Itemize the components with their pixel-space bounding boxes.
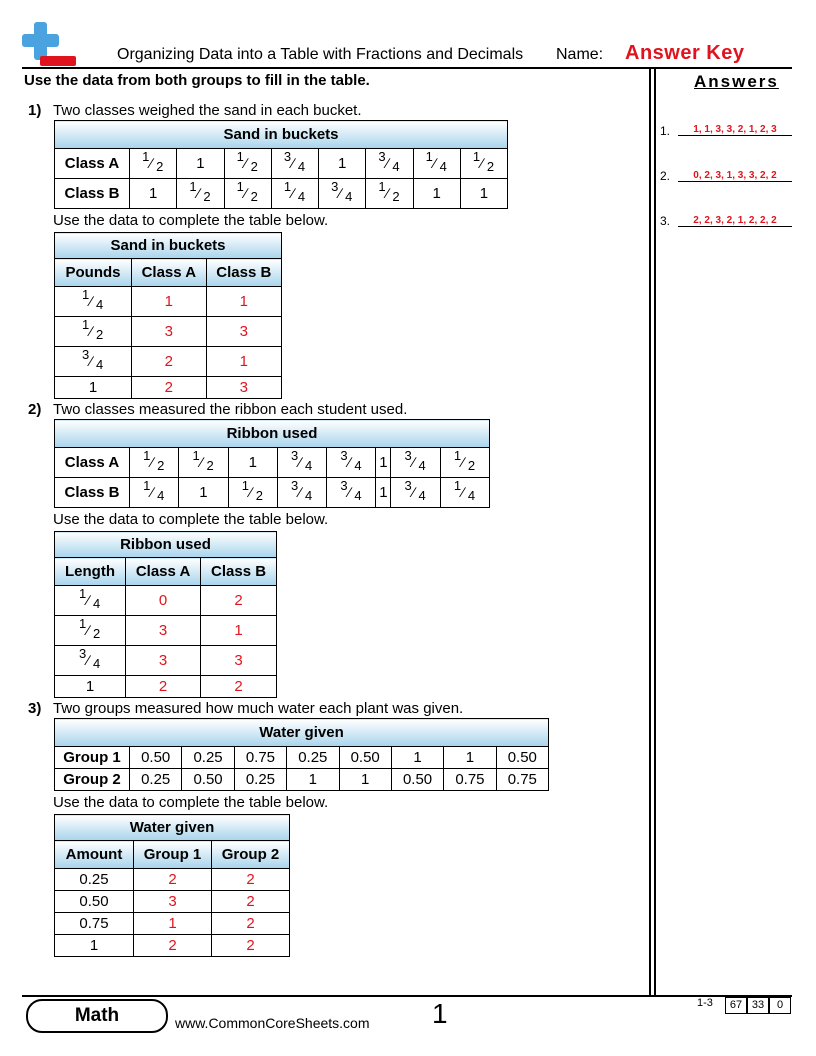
answer-cell: 2: [212, 869, 290, 891]
value-cell: [55, 347, 132, 377]
value-cell: [130, 448, 179, 478]
answer-cell: 2: [126, 676, 201, 698]
table-row: [55, 676, 277, 698]
answer-cell: 2: [212, 891, 290, 913]
instruction-text: Use the data to complete the table below.: [53, 794, 329, 811]
table-row: [55, 769, 549, 791]
answer-cell: 1: [132, 287, 207, 317]
answer-cell: 2: [212, 913, 290, 935]
value-cell: [55, 586, 126, 616]
answer-key-label: Answer Key: [625, 42, 745, 64]
answer-cell: 2: [201, 586, 277, 616]
question-text: Two groups measured how much water each plant was given.: [53, 700, 464, 717]
value-cell: [440, 448, 489, 478]
answer-cell: 2: [132, 377, 207, 399]
instruction-text: Use the data to complete the table below.: [53, 212, 329, 229]
column-header: Group 1: [134, 841, 212, 869]
summary-table-title: Sand in buckets: [55, 233, 282, 259]
value-cell: 0.75: [55, 913, 134, 935]
table-row: [55, 149, 508, 179]
value-cell: 1: [228, 448, 277, 478]
fraction: 1 ∕ 4: [453, 477, 476, 503]
value-cell: 1: [376, 448, 391, 478]
fraction: 1 ∕ 2: [82, 316, 104, 342]
value-cell: 1: [319, 149, 366, 179]
answer-cell: 2: [212, 935, 290, 957]
row-label: Group 1: [55, 747, 130, 769]
answer-cell: 3: [206, 317, 281, 347]
fraction: 3 ∕ 4: [291, 477, 313, 503]
fraction: 1 ∕ 2: [472, 148, 495, 174]
value-cell: [179, 448, 228, 478]
question-text: Two classes measured the ribbon each student used.: [53, 401, 408, 418]
value-cell: [177, 179, 224, 209]
fraction: 1 ∕ 4: [283, 178, 306, 204]
value-cell: 0.25: [130, 769, 182, 791]
fraction: 3 ∕ 4: [79, 645, 101, 671]
fraction: 1 ∕ 2: [236, 178, 258, 204]
fraction: 3 ∕ 4: [331, 178, 353, 204]
header-rule: [22, 67, 792, 69]
value-cell: 0.50: [391, 769, 443, 791]
column-header: Class A: [132, 259, 207, 287]
value-cell: 1: [55, 377, 132, 399]
value-cell: [327, 478, 376, 508]
answer-cell: 3: [134, 891, 212, 913]
answer-cell: 3: [201, 646, 277, 676]
value-cell: [224, 179, 271, 209]
summary-table-title: Water given: [55, 815, 290, 841]
answer-cell: 3: [206, 377, 281, 399]
value-cell: [327, 448, 376, 478]
value-cell: 0.75: [496, 769, 548, 791]
value-cell: [277, 448, 326, 478]
value-cell: [366, 149, 413, 179]
answer-value: 2, 2, 3, 2, 1, 2, 2, 2: [678, 215, 792, 227]
table-row: [55, 179, 508, 209]
value-cell: [319, 179, 366, 209]
value-cell: 0.50: [182, 769, 234, 791]
value-cell: [55, 287, 132, 317]
question-number: 1): [28, 102, 42, 119]
row-label: Class B: [55, 179, 130, 209]
data-table: [54, 419, 490, 508]
value-cell: [224, 149, 271, 179]
fraction: 3 ∕ 4: [82, 346, 104, 372]
summary-table: [54, 814, 290, 957]
answer-cell: 0: [126, 586, 201, 616]
name-label: Name:: [556, 46, 604, 63]
column-header: Group 2: [212, 841, 290, 869]
table-row: [55, 913, 290, 935]
answer-cell: 2: [134, 869, 212, 891]
value-cell: 0.50: [55, 891, 134, 913]
worksheet-title: Organizing Data into a Table with Fractions and Decimals: [117, 46, 524, 63]
answer-number: 1.: [660, 124, 671, 138]
data-table-title: Ribbon used: [55, 420, 490, 448]
column-header: Amount: [55, 841, 134, 869]
fraction: 1 ∕ 2: [142, 148, 164, 174]
value-cell: [271, 149, 318, 179]
value-cell: 0.25: [182, 747, 234, 769]
fraction: 1 ∕ 4: [82, 286, 104, 312]
fraction: 1 ∕ 4: [425, 148, 447, 174]
value-cell: 0.50: [496, 747, 548, 769]
problem-range: 1-3: [697, 997, 713, 1009]
fraction: 3 ∕ 4: [404, 477, 426, 503]
fraction: 1 ∕ 2: [236, 148, 258, 174]
value-cell: 1: [130, 179, 177, 209]
fraction: 1 ∕ 2: [189, 178, 211, 204]
value-cell: [391, 448, 440, 478]
answers-heading: Answers: [694, 72, 779, 91]
value-cell: 1: [376, 478, 391, 508]
value-cell: [130, 149, 177, 179]
row-label: Class B: [55, 478, 130, 508]
instructions: Use the data from both groups to fill in the table.: [24, 72, 370, 89]
instruction-text: Use the data to complete the table below.: [53, 511, 329, 528]
stat-box: 0: [769, 997, 791, 1014]
answer-cell: 1: [206, 287, 281, 317]
value-cell: [440, 478, 489, 508]
column-header: Class B: [206, 259, 281, 287]
fraction: 1 ∕ 2: [241, 477, 263, 503]
answer-cell: 3: [126, 616, 201, 646]
answer-cell: 1: [206, 347, 281, 377]
fraction: 3 ∕ 4: [340, 477, 362, 503]
value-cell: 0.25: [287, 747, 339, 769]
table-row: [55, 377, 282, 399]
fraction: 1 ∕ 2: [378, 178, 400, 204]
data-table: [54, 120, 508, 209]
data-table-title: Water given: [55, 719, 549, 747]
answer-cell: 3: [132, 317, 207, 347]
value-cell: 1: [179, 478, 228, 508]
fraction: 1 ∕ 2: [192, 447, 214, 473]
value-cell: 0.50: [130, 747, 182, 769]
question-number: 3): [28, 700, 42, 717]
fraction: 3 ∕ 4: [283, 148, 306, 174]
table-row: [55, 478, 490, 508]
value-cell: [366, 179, 413, 209]
value-cell: 1: [444, 747, 496, 769]
answer-column-divider-2: [654, 67, 656, 995]
column-header: Class B: [201, 558, 277, 586]
stat-box: 33: [747, 997, 769, 1014]
value-cell: [271, 179, 318, 209]
fraction: 1 ∕ 4: [79, 585, 101, 611]
website-text: www.CommonCoreSheets.com: [175, 1015, 370, 1031]
value-cell: [55, 616, 126, 646]
value-cell: 1: [177, 149, 224, 179]
question-number: 2): [28, 401, 42, 418]
data-table: [54, 718, 549, 791]
table-row: [55, 891, 290, 913]
value-cell: 1: [339, 769, 391, 791]
fraction: 1 ∕ 2: [143, 447, 165, 473]
stat-box: 67: [725, 997, 747, 1014]
column-header: Pounds: [55, 259, 132, 287]
value-cell: 0.25: [234, 769, 286, 791]
value-cell: [391, 478, 440, 508]
answer-number: 2.: [660, 169, 671, 183]
answer-cell: 1: [201, 616, 277, 646]
table-row: [55, 646, 277, 676]
summary-table: [54, 531, 277, 698]
value-cell: [228, 478, 277, 508]
value-cell: [130, 478, 179, 508]
value-cell: [277, 478, 326, 508]
logo-icon: [22, 22, 78, 68]
value-cell: 1: [391, 747, 443, 769]
fraction: 1 ∕ 2: [79, 615, 101, 641]
value-cell: 1: [413, 179, 460, 209]
answer-cell: 1: [134, 913, 212, 935]
table-row: [55, 448, 490, 478]
fraction: 1 ∕ 2: [453, 447, 476, 473]
table-row: [55, 287, 282, 317]
value-cell: [460, 149, 507, 179]
value-cell: 1: [55, 676, 126, 698]
fraction: 1 ∕ 4: [143, 477, 165, 503]
row-label: Group 2: [55, 769, 130, 791]
column-header: Class A: [126, 558, 201, 586]
value-cell: [413, 149, 460, 179]
fraction: 3 ∕ 4: [378, 148, 400, 174]
summary-table: [54, 232, 282, 399]
subject-badge: Math: [26, 999, 168, 1033]
value-cell: 1: [55, 935, 134, 957]
fraction: 3 ∕ 4: [340, 447, 362, 473]
value-cell: 0.50: [339, 747, 391, 769]
table-row: [55, 935, 290, 957]
answer-number: 3.: [660, 214, 671, 228]
value-cell: [55, 317, 132, 347]
table-row: [55, 869, 290, 891]
value-cell: [55, 646, 126, 676]
value-cell: 0.75: [444, 769, 496, 791]
answer-value: 1, 1, 3, 3, 2, 1, 2, 3: [678, 124, 792, 136]
data-table-title: Sand in buckets: [55, 121, 508, 149]
answer-cell: 2: [134, 935, 212, 957]
question-text: Two classes weighed the sand in each bucket.: [53, 102, 362, 119]
summary-table-title: Ribbon used: [55, 532, 277, 558]
row-label: Class A: [55, 448, 130, 478]
table-row: [55, 586, 277, 616]
table-row: [55, 317, 282, 347]
answer-cell: 2: [132, 347, 207, 377]
column-header: Length: [55, 558, 126, 586]
value-cell: 0.75: [234, 747, 286, 769]
fraction: 3 ∕ 4: [404, 447, 426, 473]
answer-column-divider: [649, 67, 651, 995]
table-row: [55, 347, 282, 377]
row-label: Class A: [55, 149, 130, 179]
value-cell: 1: [460, 179, 507, 209]
footer-rule: [22, 995, 792, 997]
answer-value: 0, 2, 3, 1, 3, 3, 2, 2: [678, 170, 792, 182]
fraction: 3 ∕ 4: [291, 447, 313, 473]
table-row: [55, 616, 277, 646]
value-cell: 1: [287, 769, 339, 791]
answer-cell: 3: [126, 646, 201, 676]
value-cell: 0.25: [55, 869, 134, 891]
table-row: [55, 747, 549, 769]
answer-cell: 2: [201, 676, 277, 698]
page-number: 1: [432, 998, 448, 1029]
